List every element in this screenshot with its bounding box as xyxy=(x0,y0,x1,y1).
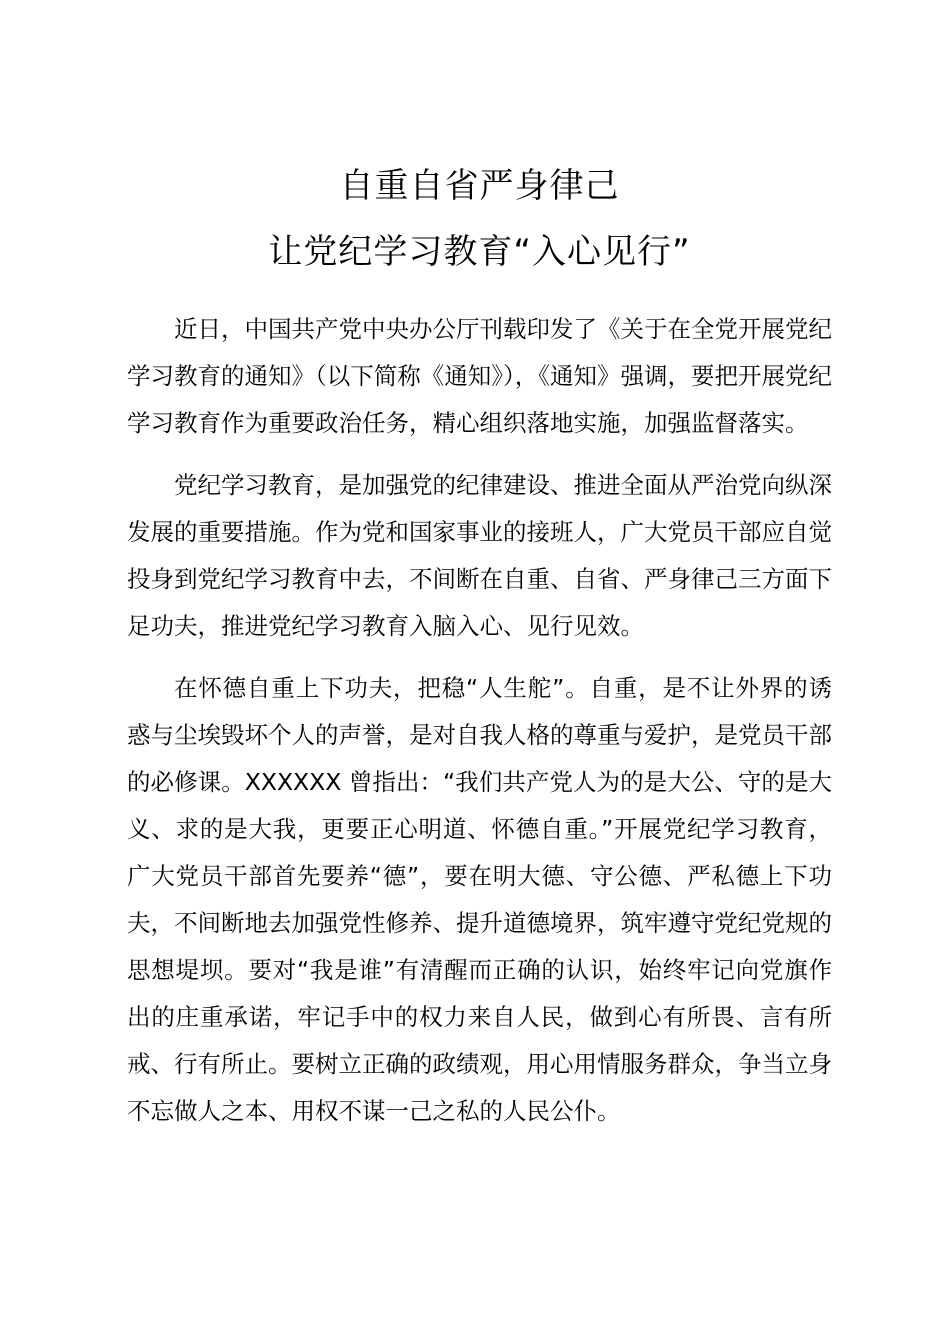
paragraph-2: 党纪学习教育，是加强党的纪律建设、推进全面从严治党向纵深发展的重要措施。作为党和国家事业的接班人，广大党员干部应自觉投身到党纪学习教育中去，不间断在自重、自省、严身律己三方面下足功夫，推进党纪学习教育入脑入心、见行见效。 xyxy=(127,471,832,640)
title-block xyxy=(127,168,832,270)
paragraph-3: 在怀德自重上下功夫，把稳“人生舵”。自重，是不让外界的诱惑与尘埃毁坏个人的声誉，是对自我人格的尊重与爱护，是党员干部的必修课。XXXXXX 曾指出：“我们共产党人为的是大公、守的是大义、求的是大我，更要正心明道、怀德自重。”开展党纪学习教育，广大党员干部首先要养“德”，要在明大德、守公德、严私德上下功夫，不间断地去加强党性修养、提升道德境界，筑牢遵守党纪党规的思想堤坝。要对“我是谁”有清醒而正确的认识，始终牢记向党旗作出的庄重承诺，牢记手中的权力来自人民，做到心有所畏、言有所戒、行有所止。要树立正确的政绩观，用心用情服务群众，争当立身不忘做人之本、用权不谋一己之私的人民公仆。 xyxy=(127,674,832,1125)
paragraph-1: 近日，中国共产党中央办公厅刊载印发了《关于在全党开展党纪学习教育的通知》（以下简称《通知》），《通知》强调，要把开展党纪学习教育作为重要政治任务，精心组织落地实施，加强监督落实。 xyxy=(127,315,832,437)
document-title: 自重自省严身律己 xyxy=(339,166,620,206)
document-subtitle: 让党纪学习教育“入心见行” xyxy=(268,232,691,272)
document-body xyxy=(127,306,832,1150)
